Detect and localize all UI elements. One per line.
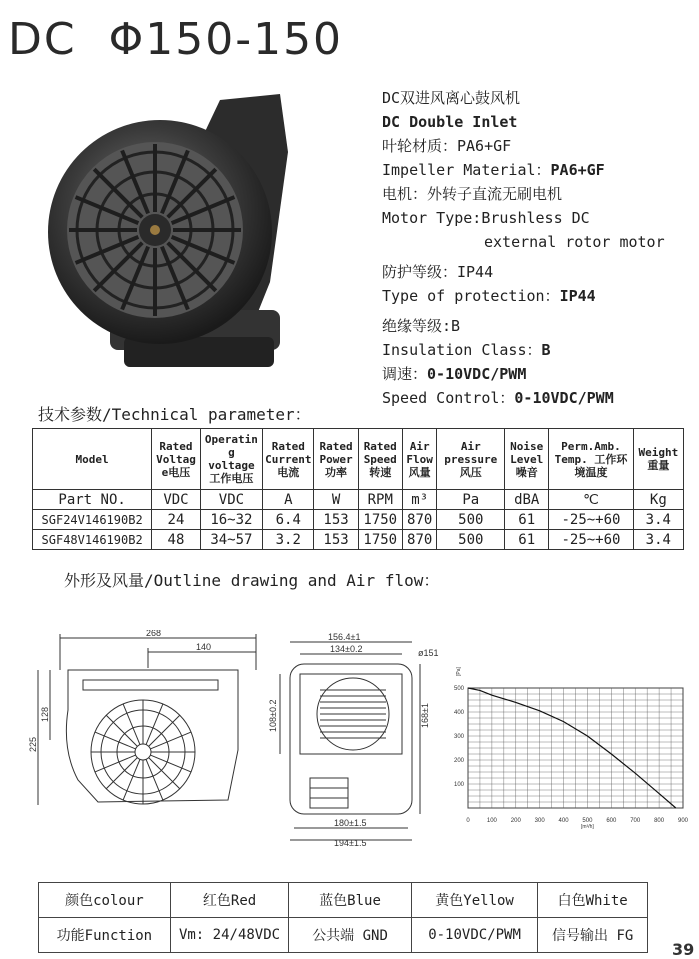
outline-drawings — [28, 630, 688, 860]
table-cell: -25~+60 — [549, 530, 633, 550]
table-cell: 颜色colour — [39, 883, 171, 918]
speed-cn: 调速：0-10VDC/PWM — [382, 365, 527, 383]
x-tick-label: 500 — [582, 818, 593, 824]
dim-168: 168±1 — [420, 703, 430, 728]
table-cell: 信号输出 FG — [538, 918, 648, 953]
header-cell: Rated Power 功率 — [314, 429, 358, 490]
unit-cell: W — [314, 490, 358, 510]
front-view-drawing — [280, 642, 420, 840]
product-name-en: DC Double Inlet — [382, 113, 518, 131]
header-cell: Air pressure 风压 — [437, 429, 505, 490]
unit-cell: VDC — [152, 490, 200, 510]
table-row — [33, 530, 684, 550]
dim-225: 225 — [28, 736, 38, 752]
fan-photo — [40, 82, 340, 382]
header-cell: Weight 重量 — [633, 429, 683, 490]
x-tick-label: 0 — [466, 818, 470, 824]
tech-header-row — [33, 429, 684, 490]
table-cell: 500 — [437, 530, 505, 550]
y-tick-label: 300 — [453, 734, 464, 740]
dim-194: 194±1.5 — [334, 838, 367, 848]
table-cell: 24 — [152, 510, 200, 530]
table-cell: 6.4 — [263, 510, 314, 530]
tech-heading: 技术参数/Technical parameter： — [38, 405, 311, 424]
protection-cn: 防护等级：IP44 — [382, 263, 494, 281]
dim-d151: ø151 — [418, 648, 439, 658]
x-tick-label: 100 — [486, 818, 497, 824]
header-cell: Air Flow 风量 — [402, 429, 437, 490]
dim-156: 156.4±1 — [328, 632, 361, 642]
unit-cell: RPM — [358, 490, 402, 510]
outline-heading: 外形及风量/Outline drawing and Air flow： — [64, 571, 440, 590]
table-cell: 功能Function — [39, 918, 171, 953]
y-tick-label: 100 — [453, 782, 464, 788]
wire-color-table — [38, 882, 648, 953]
x-tick-label: 300 — [534, 818, 545, 824]
x-tick-label: 400 — [558, 818, 569, 824]
table-cell: 红色Red — [170, 883, 288, 918]
dim-108: 108±0.2 — [268, 699, 278, 732]
unit-cell: Part NO. — [33, 490, 152, 510]
header-cell: Model — [33, 429, 152, 490]
tech-table — [32, 428, 684, 550]
table-cell: 48 — [152, 530, 200, 550]
motor-en-1: Motor Type:Brushless DC — [382, 209, 590, 227]
x-axis-label: [m³/h] — [581, 824, 594, 830]
x-tick-label: 700 — [630, 818, 641, 824]
header-cell: Perm.Amb. Temp. 工作环境温度 — [549, 429, 633, 490]
unit-cell: ℃ — [549, 490, 633, 510]
table-cell: 500 — [437, 510, 505, 530]
table-cell: 公共端 GND — [289, 918, 412, 953]
table-cell: 1750 — [358, 530, 402, 550]
unit-cell: m³ — [402, 490, 437, 510]
table-cell: 870 — [402, 530, 437, 550]
impeller-en: Impeller Material：PA6+GF — [382, 161, 605, 179]
table-cell: 34~57 — [200, 530, 262, 550]
dim-134: 134±0.2 — [330, 644, 363, 654]
speed-en: Speed Control：0-10VDC/PWM — [382, 389, 614, 407]
header-cell: Rated Voltag e电压 — [152, 429, 200, 490]
motor-cn: 电机：外转子直流无刷电机 — [382, 185, 563, 203]
dim-128: 128 — [40, 706, 50, 722]
side-view-drawing — [38, 634, 256, 805]
table-cell: 1750 — [358, 510, 402, 530]
motor-en-2: external rotor motor — [484, 233, 665, 251]
table-cell: 61 — [505, 510, 549, 530]
table-cell: 16~32 — [200, 510, 262, 530]
table-cell: 3.2 — [263, 530, 314, 550]
unit-cell: VDC — [200, 490, 262, 510]
dim-140: 140 — [196, 642, 212, 652]
header-cell: Rated Current 电流 — [263, 429, 314, 490]
protection-en: Type of protection：IP44 — [382, 287, 596, 305]
product-name-cn: DC双进风离心鼓风机 — [382, 89, 521, 107]
table-cell: 870 — [402, 510, 437, 530]
table-cell: SGF48V146190B2 — [33, 530, 152, 550]
x-tick-label: 800 — [654, 818, 665, 824]
table-cell: 153 — [314, 530, 358, 550]
x-tick-label: 200 — [510, 818, 521, 824]
page-number: 39 — [672, 940, 695, 959]
impeller-cn: 叶轮材质：PA6+GF — [382, 137, 512, 155]
y-tick-label: 400 — [453, 710, 464, 716]
header-cell: Operatin g voltage 工作电压 — [200, 429, 262, 490]
dim-180: 180±1.5 — [334, 818, 367, 828]
table-cell: 153 — [314, 510, 358, 530]
y-axis-label: [Pa] — [456, 667, 462, 676]
table-cell: 0-10VDC/PWM — [411, 918, 538, 953]
y-tick-label: 500 — [453, 686, 464, 692]
unit-cell: dBA — [505, 490, 549, 510]
table-cell: 3.4 — [633, 510, 683, 530]
header-cell: Noise Level 噪音 — [505, 429, 549, 490]
insulation-en: Insulation Class：B — [382, 341, 551, 359]
x-tick-label: 900 — [677, 818, 688, 824]
table-cell: 3.4 — [633, 530, 683, 550]
tech-unit-row — [33, 490, 684, 510]
dim-268: 268 — [146, 630, 162, 638]
table-cell: Vm: 24/48VDC — [170, 918, 288, 953]
table-row — [33, 510, 684, 530]
y-tick-label: 200 — [453, 758, 464, 764]
page-title: DC Φ150-150 — [8, 14, 344, 65]
unit-cell: Pa — [437, 490, 505, 510]
table-cell: -25~+60 — [549, 510, 633, 530]
table-row — [39, 883, 648, 918]
x-tick-label: 600 — [606, 818, 617, 824]
unit-cell: Kg — [633, 490, 683, 510]
table-cell: 61 — [505, 530, 549, 550]
header-cell: Rated Speed 转速 — [358, 429, 402, 490]
table-cell: 黄色Yellow — [411, 883, 538, 918]
spec-list — [382, 86, 692, 410]
table-row — [39, 918, 648, 953]
table-cell: SGF24V146190B2 — [33, 510, 152, 530]
insulation-cn: 绝缘等级:B — [382, 317, 461, 335]
unit-cell: A — [263, 490, 314, 510]
airflow-chart — [454, 666, 688, 830]
table-cell: 白色White — [538, 883, 648, 918]
table-cell: 蓝色Blue — [289, 883, 412, 918]
